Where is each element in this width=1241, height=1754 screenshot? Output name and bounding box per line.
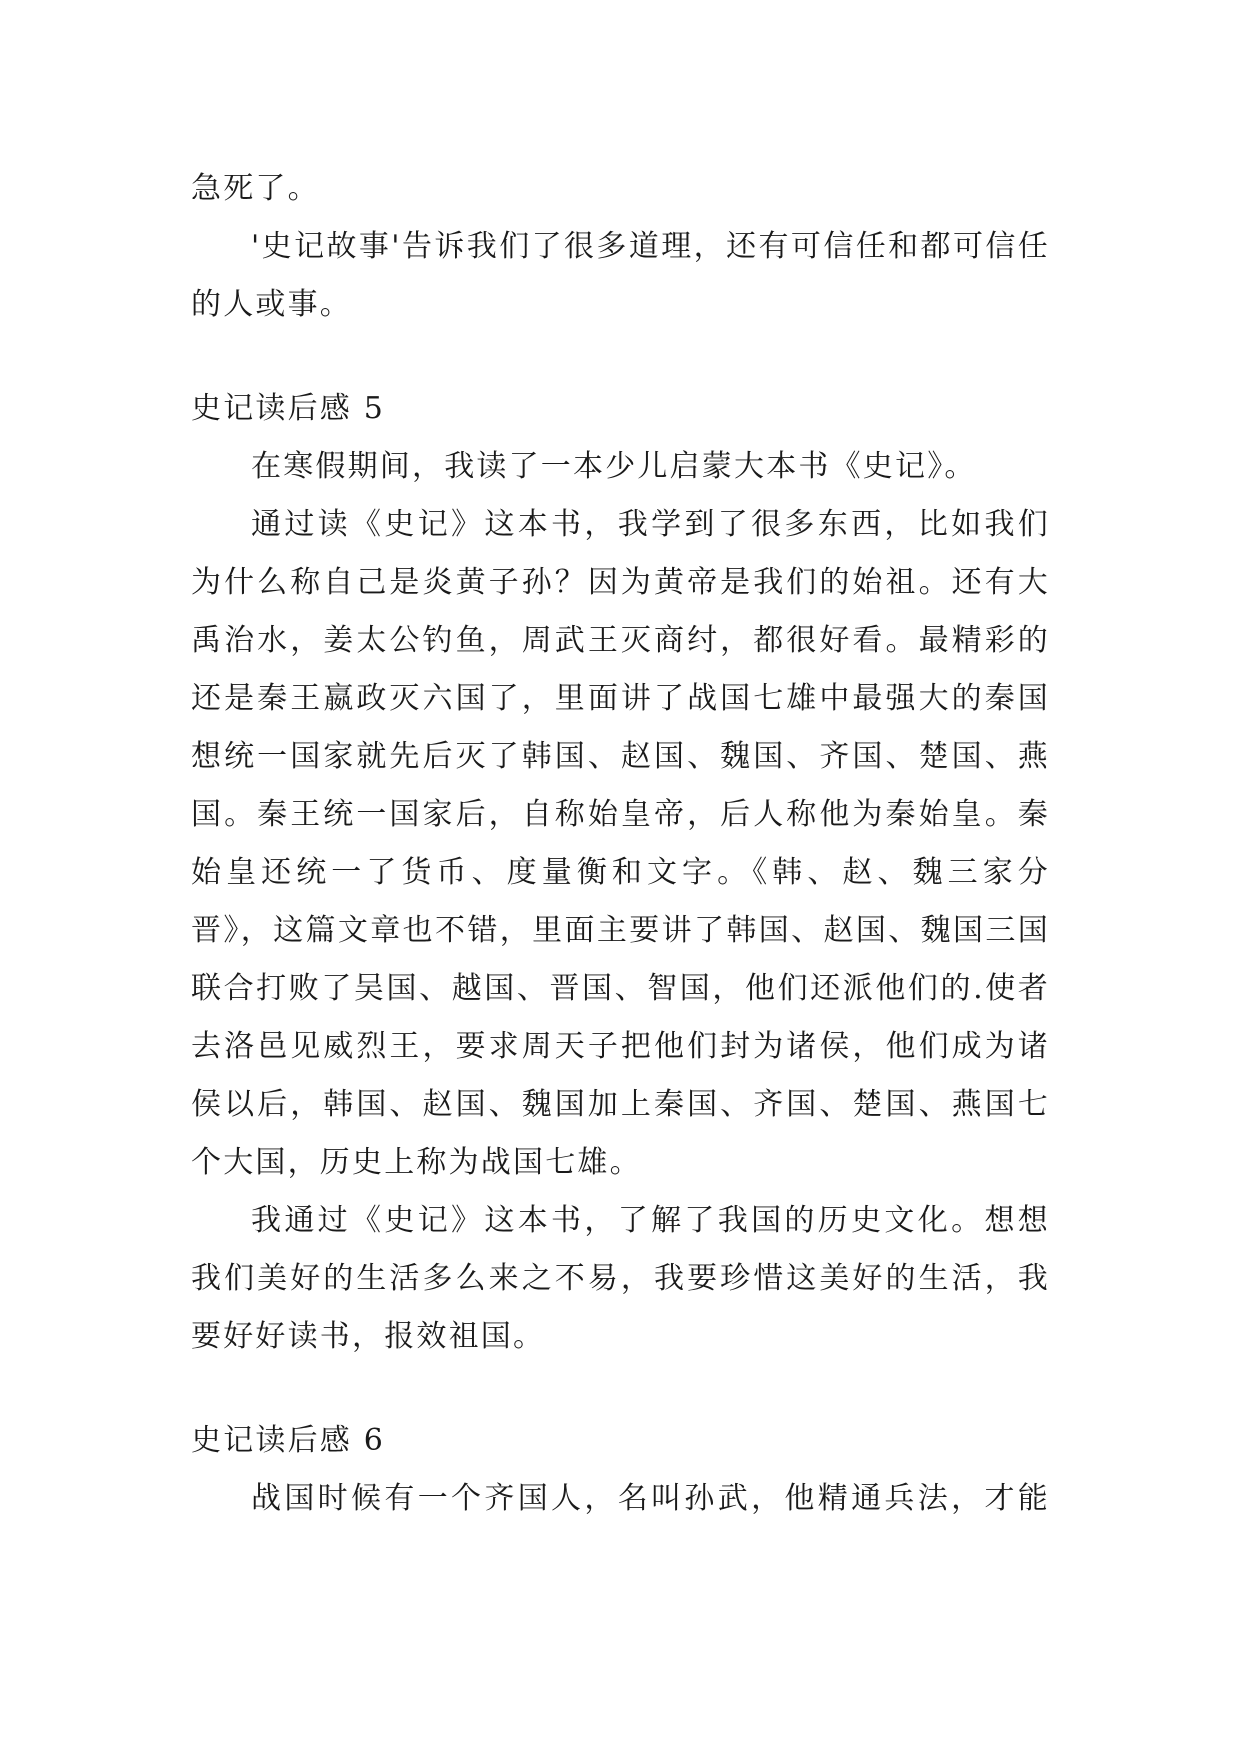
section-title: 史记读后感 5 (191, 391, 386, 426)
paragraph: '史记故事'告诉我们了很多道理，还有可信任和都可信任的人或事。 (191, 229, 1050, 322)
paragraph: 战国时候有一个齐国人，名叫孙武，他精通兵法，才能 (251, 1481, 1050, 1516)
paragraph: 我通过《史记》这本书，了解了我国的历史文化。想想我们美好的生活多么来之不易，我要珍惜这美好的生活，我要好好读书，报效祖国。 (191, 1203, 1050, 1354)
document-body (191, 160, 1050, 1528)
section-gap (191, 334, 1050, 380)
paragraph: 通过读《史记》这本书，我学到了很多东西，比如我们为什么称自己是炎黄子孙？因为黄帝是我们的始祖。还有大禹治水，姜太公钓鱼，周武王灭商纣，都很好看。最精彩的还是秦王嬴政灭六国了，里面讲了战国七雄中最强大的秦国想统一国家就先后灭了韩国、赵国、魏国、齐国、楚国、燕国。秦王统一国家后，自称始皇帝，后人称他为秦始皇。秦始皇还统一了货币、度量衡和文字。《韩、赵、魏三家分晋》，这篇文章也不错，里面主要讲了韩国、赵国、魏国三国联合打败了吴国、越国、晋国、智国，他们还派他们的.使者去洛邑见威烈王，要求周天子把他们封为诸侯，他们成为诸侯以后，韩国、赵国、魏国加上秦国、齐国、楚国、燕国七个大国，历史上称为战国七雄。 (191, 507, 1050, 1180)
paragraph: 在寒假期间，我读了一本少儿启蒙大本书《史记》。 (251, 449, 977, 484)
paragraph-continued: 急死了。 (191, 171, 320, 206)
section-title: 史记读后感 6 (191, 1423, 386, 1458)
section-gap (191, 1366, 1050, 1412)
